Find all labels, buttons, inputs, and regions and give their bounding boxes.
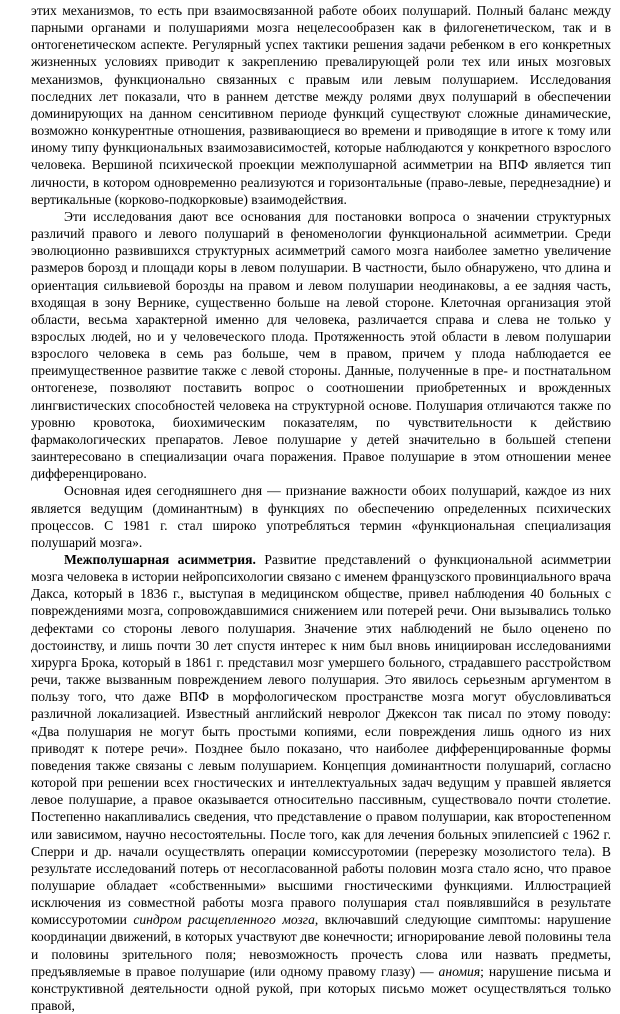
paragraph-4-text-part-3: ; нарушение письма и конструктивной деятельности одной рукой, при которых письмо может осуществляться только правой,: [31, 963, 611, 1014]
paragraph-2-text: Эти исследования дают все основания для постановки вопроса о значении структурных различий правого и левого полушарий в феноменологии функциональной асимметрии. Среди эволюционно развившихся структурных асимметрий самого мозга наиболее заметно увеличение размеров борозд и площади коры в левом полушарии. В частности, было обнаружено, что длина и ориентация сильвиевой борозды на правом и левом полушарии неодинаковы, а ее задняя часть, входящая в зону Вернике, существенно больше на левой стороне. Клеточная организация этой области, весьма характерной именно для человека, различается справа и слева не только у взрослых людей, но и у человеческого плода. Протяженность этой области в левом полушарии взрослого человека в семь раз больше, чем в правом, причем у плода наблюдается ее преимущественное развитие также с левой стороны. Данные, полученные в пре- и постнатальном онтогенезе, позволяют поставить вопрос о соотношении приобретенных и врожденных лингвистических способностей человека на структурной основе. Полушария отличаются также по уровню кровотока, биохимическим показателям, по чувствительности к действию фармакологических препаратов. Левое полушарие у детей значительно в большей степени заинтересовано в специализации очага поражения. Правое полушарие в этом отношении менее дифференцировано.: [31, 208, 611, 482]
paragraph-2: [31, 208, 611, 483]
paragraph-1-text: этих механизмов, то есть при взаимосвязанной работе обоих полушарий. Полный баланс между парными органами и полушариями мозга нецелесообразен как в филогенетическом, так и в онтогенетическом аспекте. Регулярный успех тактики решения задачи ребенком в его конкретных жизненных условиях приводит к закреплению превалирующей роли тех или иных мозговых механизмов, функционально связанных с правым или левым полушарием. Исследования последних лет показали, что в раннем детстве между ролями двух полушарий в обеспечении доминирующих на данном сенситивном периоде функций существуют сложные динамические, возможно конкурентные отношения, развивающиеся во времени и приводящие в итоге к тому или иному типу функциональных взаимозависимостей, которые наблюдаются у конкретного взрослого человека. Вершиной психической проекции межполушарной асимметрии на ВПФ является тип личности, в котором одновременно реализуются и горизонтальные (право-левые, переднезадние) и вертикальные (корково-подкорковые) взаимодействия.: [31, 3, 611, 207]
term-anomia: аномия: [438, 963, 481, 979]
paragraph-4-text-part-1: Развитие представлений о функциональной асимметрии мозга человека в истории нейропсихологии связано с именем французского провинциального врача Дакса, который в 1836 г., выступая в медицинском обществе, привел наблюдения 40 больных с повреждениями мозга, сопровождавшимися снижением или потерей речи. Они вызывались только дефектами со стороны левого полушария. Значение этих наблюдений не было оценено по достоинству, и лишь почти 30 лет спустя интерес к ним был вновь инициирован исследованиями хирурга Брока, который в 1861 г. представил мозг умершего больного, страдавшего расстройством речи, также вызванным повреждением левого полушария. Это явилось серьезным аргументом в пользу того, что даже ВПФ в морфологическом пространстве мозга могут обусловливаться различной локализацией. Известный английский невролог Джексон так писал по этому поводу: «Два полушария не могут быть простыми копиями, если повреждения лишь одного из них приводят к потере речи». Позднее было показано, что наиболее дифференцированные формы поведения также связаны с левым полушарием. Концепция доминантности полушарий, согласно которой при решении всех гностических и интеллектуальных задач ведущим у правшей является левое полушарие, а правое оказывается относительно пассивным, существовало почти столетие. Постепенно накапливались сведения, что представление о правом полушарии, как второстепенном или зависимом, научно несостоятельны. После того, как для лечения больных эпилепсией с 1962 г. Сперри и др. начали осуществлять операции комиссуротомии (перерезку мозолистого тела). В результате исследований потерь от несогласованной работы половин мозга стало ясно, что правое полушарие обладает «собственными» высшими гностическими функциями. Иллюстрацией исключения из совместной работы мозга правого полушария стал появлявшийся в результате комиссуротомии: [31, 552, 611, 928]
paragraph-3-text: Основная идея сегодняшнего дня — признание важности обоих полушарий, каждое из них является ведущим (доминантным) в функциях по обеспечению определенных психических процессов. С 1981 г. стал широко употребляться термин «функциональная специализация полушарий мозга».: [31, 483, 611, 550]
term-split-brain-syndrome: синдром расщепленного мозга: [133, 912, 315, 928]
paragraph-3: [31, 482, 611, 551]
paragraph-4-text-part-2: , включавший следующие симптомы: нарушение координации движений, в которых участвуют две конечности; игнорирование левой половины тела и половины зрительного поля; невозможность прочесть слова или назвать предметы, предъявляемые в правое полушарие (или одному правому глазу) —: [31, 912, 611, 979]
paragraph-1: [31, 2, 611, 208]
paragraph-4: [31, 551, 611, 1014]
section-heading-interhemispheric-asymmetry: Межполушарная асимметрия.: [64, 552, 256, 567]
